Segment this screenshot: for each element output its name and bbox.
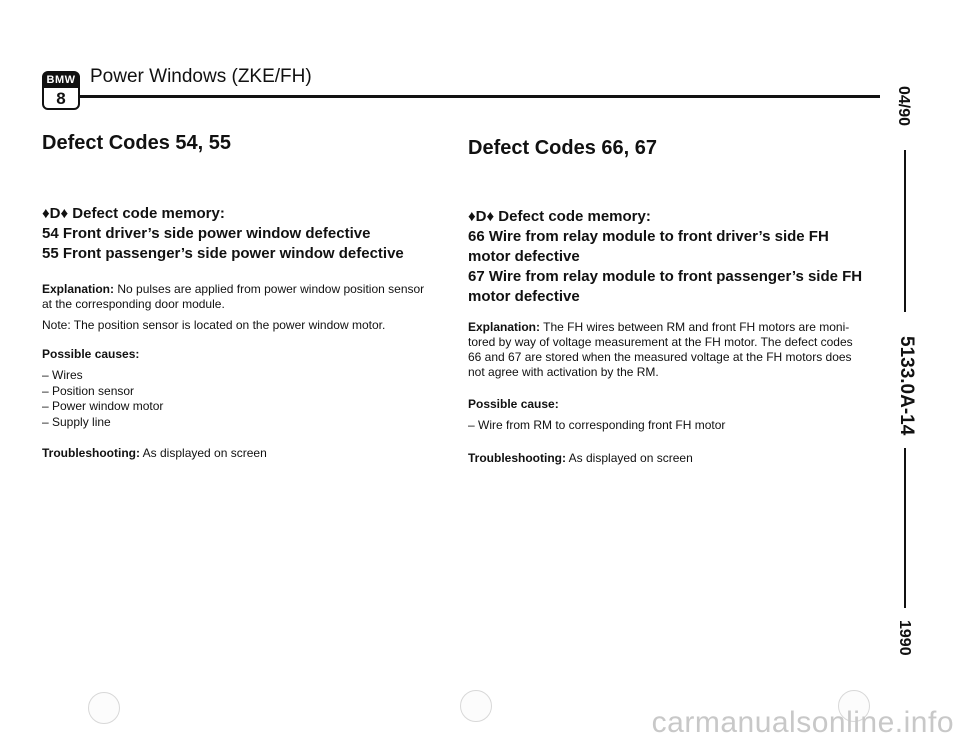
right-code-66: 66 Wire from relay module to front driver’s side FH: [468, 228, 829, 245]
left-defect-memory: [42, 204, 404, 264]
logo-model-number: 8: [56, 89, 66, 108]
margin-date: 04/90: [895, 86, 912, 127]
margin-doc-number: 5133.0A-14: [896, 336, 917, 436]
margin-year: 1990: [896, 620, 913, 656]
right-troubleshooting: [468, 451, 693, 466]
list-item: – Power window motor: [42, 399, 164, 413]
left-note: Note: The position sensor is located on the power window motor.: [42, 318, 386, 332]
left-causes-list: [42, 368, 163, 430]
right-explanation-line-2: tored by way of voltage measurement at the FH motor. The defect codes: [468, 335, 853, 349]
right-explanation: [468, 320, 853, 380]
right-troubleshooting-label: Troubleshooting:: [468, 451, 566, 465]
list-item: – Supply line: [42, 414, 111, 429]
left-troubleshooting: [42, 446, 267, 461]
right-explanation-line-3: 66 and 67 are stored when the measured voltage at the FH motors does: [468, 350, 852, 364]
left-memory-label: ♦D♦ Defect code memory:: [42, 205, 225, 222]
right-causes-list: [468, 418, 725, 434]
document-title: Power Windows (ZKE/FH): [90, 66, 312, 87]
logo-brand: BMW: [44, 73, 78, 88]
right-code-67-cont: motor defective: [468, 288, 580, 305]
right-code-67: 67 Wire from relay module to front passenger’s side FH: [468, 268, 863, 285]
left-explanation-line-2: at the corresponding door module.: [42, 297, 225, 311]
right-explanation-label: Explanation:: [468, 320, 541, 334]
list-item: – Position sensor: [42, 383, 135, 398]
header-rule: [80, 95, 880, 98]
left-explanation-line-1: No pulses are applied from power window position sensor: [114, 282, 425, 296]
right-memory-label: ♦D♦ Defect code memory:: [468, 208, 651, 225]
margin-rule-top: [904, 150, 906, 312]
right-explanation-line-1: The FH wires between RM and front FH motors are moni-: [540, 320, 850, 334]
punch-hole-center: [460, 690, 492, 722]
margin-rule-bottom: [904, 448, 906, 608]
bmw-8-logo: [42, 71, 80, 110]
left-causes-label: Possible causes:: [42, 347, 140, 361]
left-code-54: 54 Front driver’s side power window defective: [42, 225, 371, 242]
punch-hole-left: [88, 692, 120, 724]
right-causes-label: Possible cause:: [468, 397, 559, 411]
left-troubleshooting-label: Troubleshooting:: [42, 446, 140, 460]
right-explanation-line-4: not agree with activation by the RM.: [468, 365, 659, 379]
left-code-55: 55 Front passenger’s side power window defective: [42, 245, 404, 262]
left-explanation-label: Explanation:: [42, 282, 115, 296]
right-heading: Defect Codes 66, 67: [468, 137, 657, 159]
right-troubleshooting-text: As displayed on screen: [566, 451, 693, 465]
left-heading: Defect Codes 54, 55: [42, 132, 231, 154]
list-item: – Wire from RM to corresponding front FH motor: [468, 418, 726, 432]
right-defect-memory: [468, 207, 862, 307]
left-troubleshooting-text: As displayed on screen: [140, 446, 267, 460]
left-explanation: [42, 282, 424, 312]
list-item: – Wires: [42, 368, 83, 382]
right-code-66-cont: motor defective: [468, 248, 580, 265]
watermark-link[interactable]: carmanualsonline.info: [651, 706, 954, 739]
